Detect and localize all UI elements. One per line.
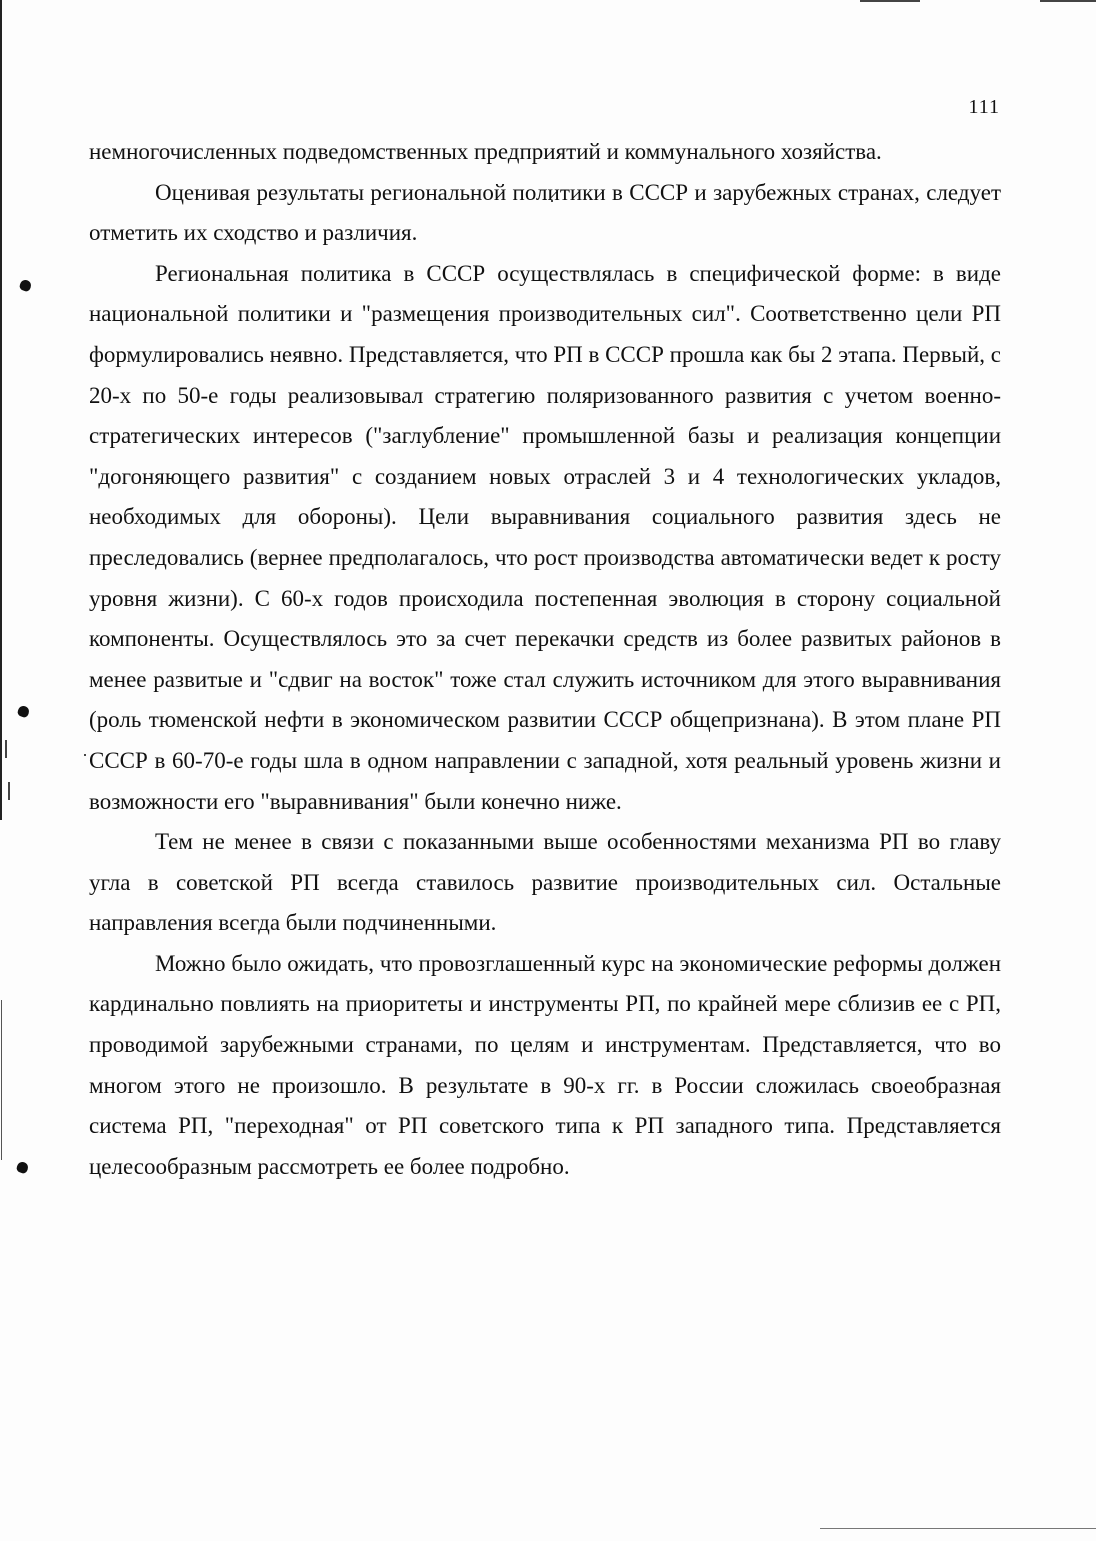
- binding-hole-mark: [16, 704, 30, 718]
- footnote-rule: [820, 1528, 1096, 1529]
- scan-speck: [84, 754, 86, 756]
- paragraph: немногочисленных подведомственных предприятий и коммунального хозяйства.: [89, 139, 882, 164]
- scan-mark: [8, 782, 10, 800]
- page-number: 111: [968, 96, 1000, 118]
- scan-left-edge-lower: [1, 1000, 2, 1160]
- binding-hole-mark: [18, 278, 32, 292]
- body-text: [89, 132, 1001, 1187]
- scan-top-mark: [1040, 0, 1096, 2]
- scan-left-edge: [0, 0, 2, 820]
- scan-mark: [5, 740, 7, 758]
- binding-hole-mark: [15, 1160, 29, 1174]
- paragraph: Региональная политика в СССР осуществлялась в специфической форме: в виде национальной политики и "размещения производительных сил". Соответственно цели РП формулировались неявно. Представляется, что РП в СССР прошла как бы 2 этапа. Первый, с 20-х по 50-е годы реализовывал стратегию поляризованного развития с учетом военно-стратегических интересов ("заглубление" промышленной базы и реализация концепции "догоняющего развития" с созданием новых отраслей 3 и 4 технологических укладов, необходимых для обороны). Цели выравнивания социального развития здесь не преследовались (вернее предполагалось, что рост производства автоматически ведет к росту уровня жизни). С 60-х годов происходила постепенная эволюция в сторону социальной компоненты. Осуществлялось это за счет перекачки средств из более развитых районов в менее развитые и "сдвиг на восток" тоже стал служить источником для этого выравнивания (роль тюменской нефти в экономическом развитии СССР общепризнана). В этом плане РП СССР в 60-70-е годы шла в одном направлении с западной, хотя реальный уровень жизни и возможности его "выравнивания" были конечно ниже.: [89, 260, 1001, 814]
- paragraph: Оценивая результаты региональной политики в СССР и зарубежных странах, следует отметить их сходство и различия.: [89, 179, 1001, 246]
- scan-top-mark: [860, 0, 920, 2]
- paragraph: Тем не менее в связи с показанными выше особенностями механизма РП во главу угла в советской РП всегда ставилось развитие производительных сил. Остальные направления всегда были подчиненными.: [89, 829, 1001, 936]
- paragraph: Можно было ожидать, что провозглашенный курс на экономические реформы должен кардинально повлиять на приоритеты и инструменты РП, по крайней мере сблизив ее с РП, проводимой зарубежными странами, по целям и инструментам. Представляется, что во многом этого не произошло. В результате в 90-х гг. в России сложилась своеобразная система РП, "переходная" от РП советского типа к РП западного типа. Представляется целесообразным рассмотреть ее более подробно.: [89, 950, 1001, 1179]
